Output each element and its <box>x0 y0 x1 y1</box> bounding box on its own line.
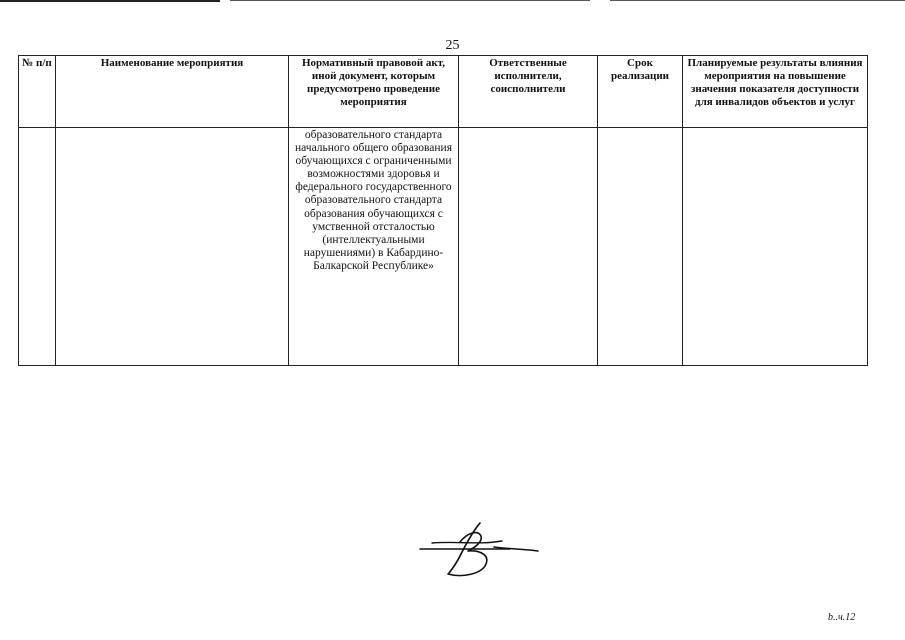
cell-planned-results <box>683 128 868 366</box>
table-header-row <box>19 56 868 128</box>
header-responsible: Ответственные исполнители, соисполнители <box>459 56 598 128</box>
header-planned-results: Планируемые результаты влияния мероприятия на повышение значения показателя доступности для инвалидов объектов и услуг <box>683 56 868 128</box>
corner-handwritten-mark: b..ч.12 <box>828 612 856 623</box>
scan-edge-line-middle <box>230 0 590 1</box>
scan-edge-line-left <box>0 0 220 2</box>
header-measure-name: Наименование мероприятия <box>56 56 289 128</box>
cell-measure-name <box>56 128 289 366</box>
cell-number <box>19 128 56 366</box>
cell-deadline <box>598 128 683 366</box>
cell-legal-act: образовательного стандарта начального общего образования обучающихся с ограниченными возможностями здоровья и федерального государственного образовательного стандарта образования обучающихся с умственной отсталостью (интеллектуальными нарушениями) в Кабардино-Балкарской Республике» <box>289 128 459 366</box>
header-legal-act: Нормативный правовой акт, иной документ, которым предусмотрено проведение мероприятия <box>289 56 459 128</box>
page-number: 25 <box>445 38 460 53</box>
header-number: № п/п <box>19 56 56 128</box>
measures-table <box>18 55 868 366</box>
signature <box>418 518 542 582</box>
scan-edge-line-right <box>610 0 905 1</box>
cell-responsible <box>459 128 598 366</box>
table-row <box>19 128 868 366</box>
header-deadline: Срок реализации <box>598 56 683 128</box>
